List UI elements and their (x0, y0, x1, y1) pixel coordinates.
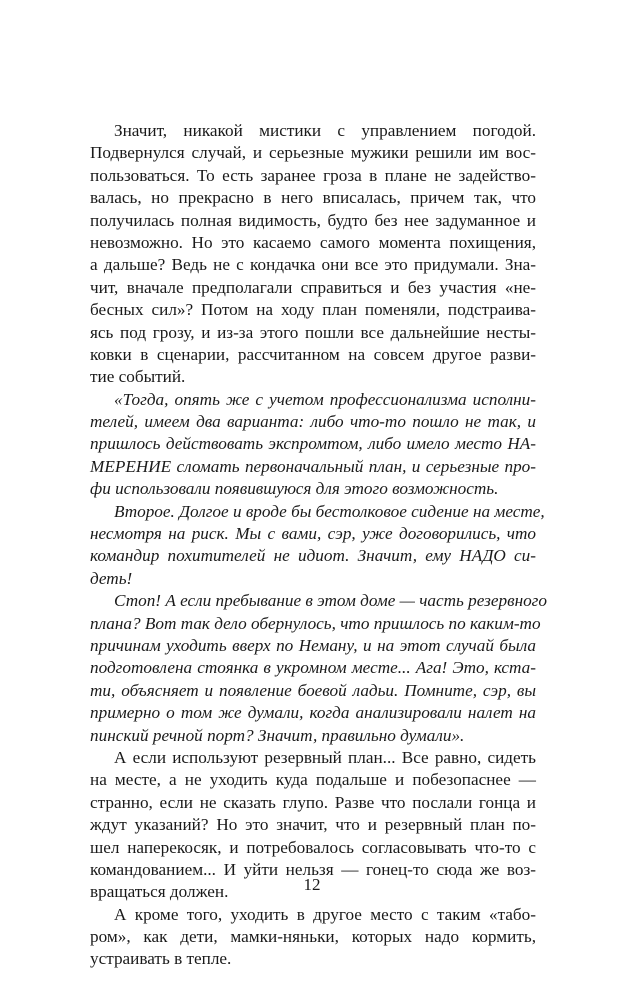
text-line: плана? Вот так дело обернулось, что пришлось по каким-то (90, 613, 541, 633)
text-line: шел наперекосяк, и потребовалось согласовывать что-то с (90, 837, 536, 857)
text-line: телей, имеем два варианта: либо что-то пошло не так, и (90, 412, 536, 432)
text-line: А кроме того, уходить в другое место с таким «табо- (114, 904, 536, 924)
text-line: ти, объясняет и появление боевой ладьи. Помните, сэр, вы (90, 680, 536, 700)
text-line: Значит, никакой мистики с управлением погодой. (114, 121, 536, 140)
text-line: вращаться должен. (90, 882, 229, 902)
text-line: деть! (90, 568, 133, 588)
text-line: подготовлена стоянка в укромном месте... Ага! Это, кста- (90, 658, 536, 678)
text-line: валась, но прекрасно в него вписалась, причем так, что (90, 188, 536, 208)
paragraph (90, 590, 547, 747)
text-line: пинский речной порт? Значит, правильно думали». (90, 725, 465, 745)
text-line: а дальше? Ведь не с кондачка они все это придумали. Зна- (90, 255, 536, 275)
page-number: 12 (303, 875, 321, 894)
text-line: тие событий. (90, 367, 186, 387)
paragraph (90, 904, 536, 971)
text-line: ковки в сценарии, рассчитанном на совсем другое разви- (90, 344, 536, 364)
paragraph (90, 120, 536, 389)
text-line: невозможно. Но это касаемо самого момента похищения, (90, 232, 536, 252)
text-line: примерно о том же думали, когда анализировали налет на (90, 703, 536, 723)
text-line: пользоваться. То есть заранее гроза в плане не задейство- (90, 165, 536, 185)
text-line: Второе. Долгое и вроде бы бестолковое сидение на месте, (114, 501, 545, 521)
text-line: А если используют резервный план... Все равно, сидеть (114, 747, 536, 767)
text-line: причинам уходить вверх по Неману, и на этот случай была (90, 635, 536, 655)
text-line: Стоп! А если пребывание в этом доме — часть резервного (114, 591, 547, 611)
text-line: странно, если не сказать глупо. Разве что послали гонца и (90, 792, 536, 812)
page-body (90, 120, 547, 971)
text-line: бесных сил»? Потом на ходу план поменяли, подстраива- (90, 300, 536, 320)
text-line: пришлось действовать экспромтом, либо имело место НА- (90, 434, 536, 454)
text-line: ром», как дети, мамки-няньки, которых надо кормить, (90, 927, 536, 947)
text-line: ждут указаний? Но это значит, что и резервный план по- (90, 815, 536, 835)
text-line: фи использовали появившуюся для этого возможность. (90, 479, 499, 499)
paragraph (90, 389, 536, 501)
text-line: несмотря на риск. Мы с вами, сэр, уже договорились, что (90, 524, 536, 544)
text-line: Подвернулся случай, и серьезные мужики решили им вос- (90, 143, 536, 163)
text-line: командованием... И уйти нельзя — гонец-то сюда же воз- (90, 859, 536, 879)
text-line: командир похитителей не идиот. Значит, ему НАДО си- (90, 546, 536, 566)
text-line: МЕРЕНИЕ сломать первоначальный план, и серьезные про- (90, 456, 536, 476)
paragraph (90, 501, 545, 591)
text-line: получилась полная видимость, будто без нее задуманное и (90, 210, 536, 230)
text-line: «Тогда, опять же с учетом профессионализма исполни- (114, 389, 536, 409)
text-line: ясь под грозу, и из-за этого пошли все дальнейшие несты- (90, 322, 536, 342)
text-line: чит, вначале предполагали справиться и без участия «не- (90, 277, 536, 297)
text-line: на месте, а не уходить куда подальше и побезопаснее — (90, 770, 536, 790)
text-line: устраивать в тепле. (90, 949, 232, 969)
